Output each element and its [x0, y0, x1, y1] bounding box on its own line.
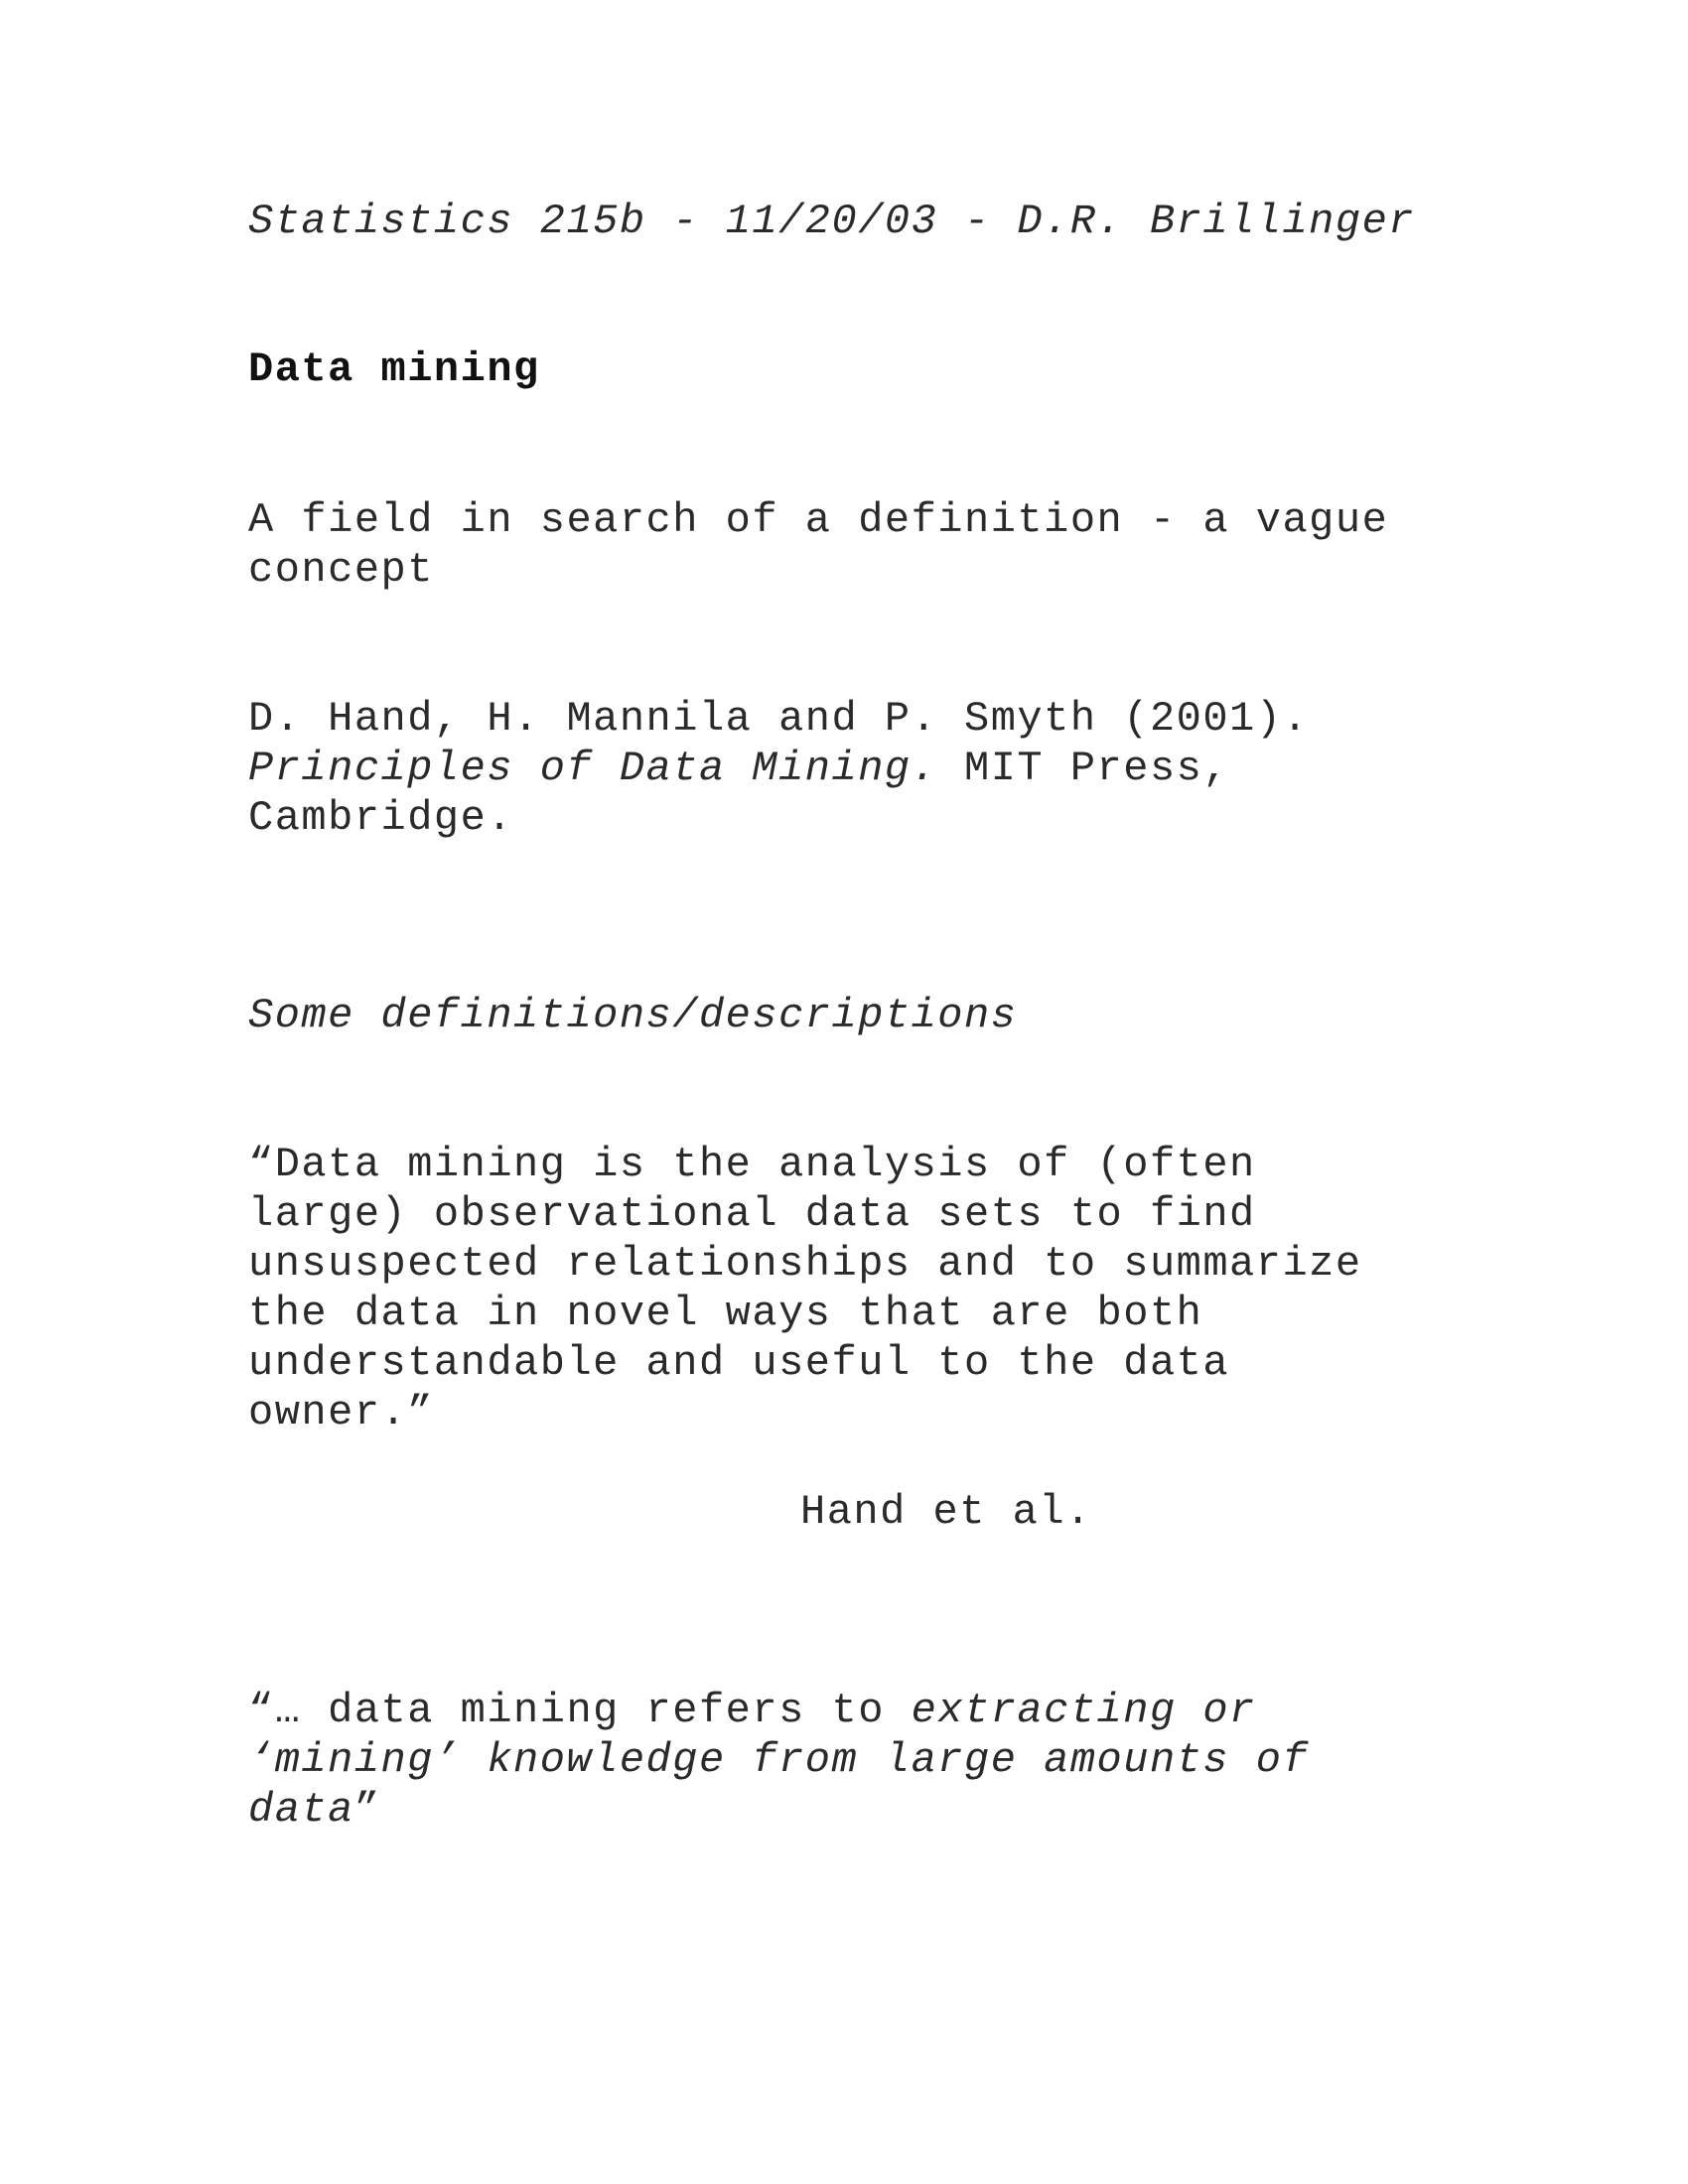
intro-line-2: concept: [248, 546, 434, 594]
quote1-line-5: understandable and useful to the data: [248, 1339, 1230, 1387]
reference-publisher: MIT Press,: [937, 745, 1230, 792]
quote2-line-1-plain: “… data mining refers to: [248, 1687, 912, 1734]
definitions-heading: Some definitions/descriptions: [248, 992, 1018, 1039]
quote1-line-4: the data in novel ways that are both: [248, 1290, 1203, 1337]
quote2-close-quote: ”: [353, 1786, 381, 1834]
reference-book-title: Principles of Data Mining.: [248, 745, 938, 792]
reference-line-2: [248, 744, 1229, 793]
quote1-line-3: unsuspected relationships and to summarize: [248, 1240, 1362, 1288]
section-title: Data mining: [248, 345, 540, 393]
quote1-line-1: “Data mining is the analysis of (often: [248, 1141, 1256, 1188]
quote2-line-1-italic: extracting or: [911, 1687, 1256, 1734]
quote2-line-3-italic: data: [248, 1786, 354, 1834]
intro-line-1: A field in search of a definition - a vague: [248, 496, 1389, 544]
course-header: Statistics 215b - 11/20/03 - D.R. Brillinger: [248, 198, 1415, 245]
quote1-line-6: owner.”: [248, 1389, 434, 1436]
quote1-line-2: large) observational data sets to find: [248, 1190, 1256, 1238]
quote1-attribution: Hand et al.: [800, 1488, 1092, 1536]
reference-line-1: D. Hand, H. Mannila and P. Smyth (2001).: [248, 695, 1310, 743]
quote2-line-3: [248, 1785, 381, 1835]
quote2-line-1: [248, 1686, 1256, 1735]
reference-line-3: Cambridge.: [248, 794, 514, 842]
quote2-line-2: ‘mining’ knowledge from large amounts of: [248, 1736, 1310, 1784]
